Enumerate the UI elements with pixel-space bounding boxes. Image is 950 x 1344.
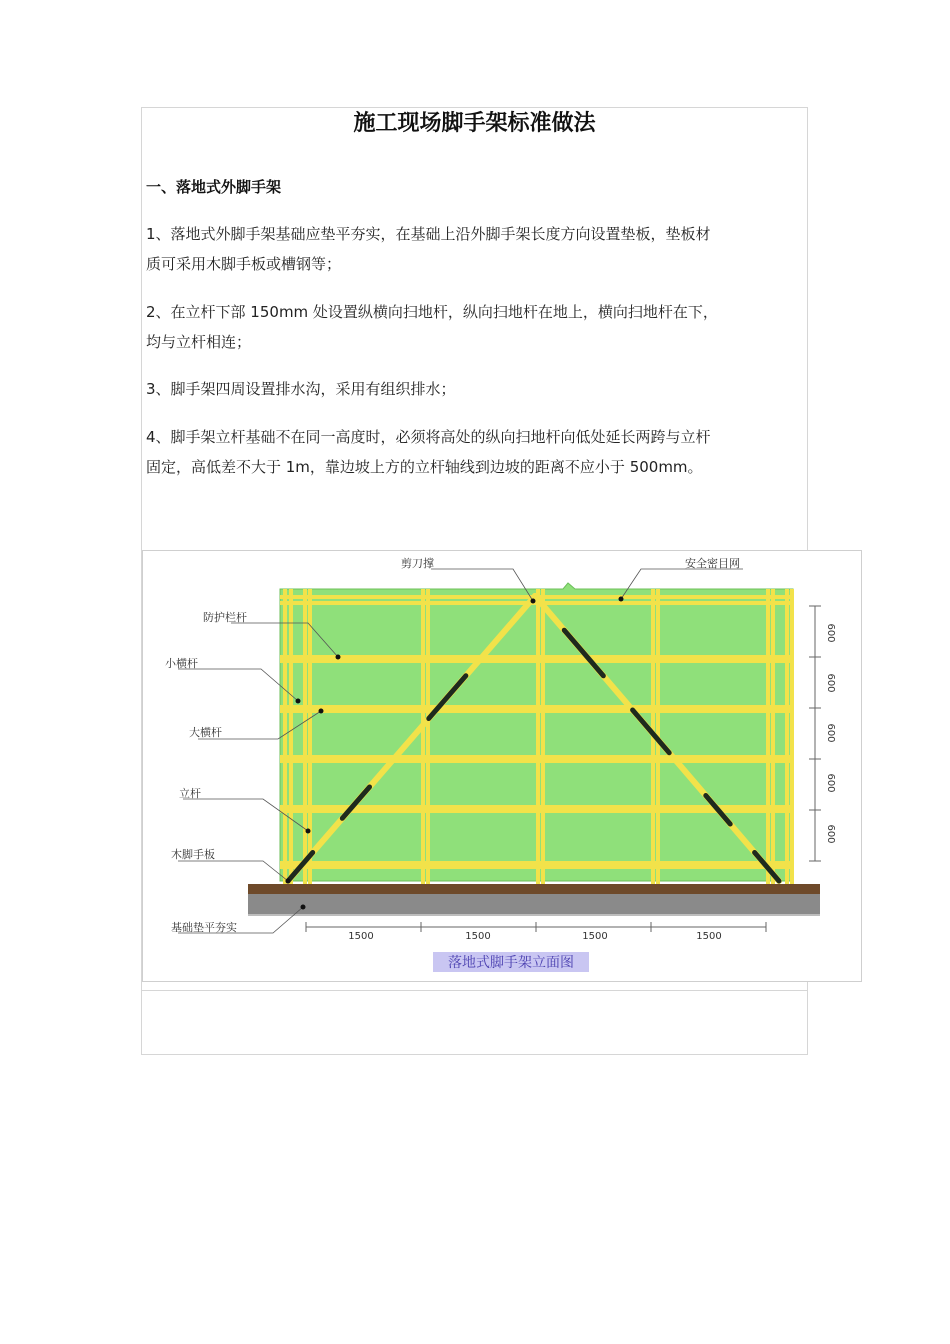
- paragraph-3-line-1: 3、脚手架四周设置排水沟，采用有组织排水；: [146, 380, 456, 398]
- brace-apex: [535, 596, 538, 601]
- standard-pole: [426, 589, 430, 884]
- label-wood-board: 木脚手板: [171, 848, 215, 861]
- paragraph-2-line-2: 均与立杆相连；: [146, 333, 252, 351]
- label-standard-pole: 立杆: [179, 787, 201, 800]
- ground-shadow: [248, 914, 820, 916]
- standard-pole: [283, 589, 287, 884]
- standard-pole: [541, 589, 545, 884]
- horizontal-span-3: 1500: [582, 931, 608, 942]
- label-small-crossbar: 小横杆: [165, 657, 198, 670]
- standard-pole: [421, 589, 425, 884]
- standard-pole: [303, 589, 307, 884]
- label-large-crossbar: 大横杆: [189, 726, 222, 739]
- paragraph-3: [146, 374, 808, 404]
- standard-pole: [790, 589, 794, 884]
- paragraph-1: [146, 219, 808, 279]
- paragraph-2: [146, 297, 808, 357]
- horizontal-span-4: 1500: [696, 931, 722, 942]
- vertical-span-3: 600: [825, 723, 836, 743]
- wood-board: [248, 884, 820, 894]
- vertical-span-5: 600: [825, 824, 836, 844]
- vertical-span-1: 600: [825, 623, 836, 643]
- label-guard-rail: 防护栏杆: [203, 611, 247, 624]
- paragraph-1-line-1: 1、落地式外脚手架基础应垫平夯实，在基础上沿外脚手架长度方向设置垫板，垫板材: [146, 225, 711, 243]
- page-title: 施工现场脚手架标准做法: [353, 110, 596, 136]
- vertical-dimension: [809, 606, 821, 861]
- label-scissor-brace: 剪刀撑: [401, 557, 434, 570]
- scaffold-elevation-figure: [142, 550, 862, 982]
- standard-pole: [771, 589, 775, 884]
- horizontal-span-2: 1500: [465, 931, 491, 942]
- label-safety-net: 安全密目网: [685, 557, 740, 570]
- figure-caption: 落地式脚手架立面图: [448, 955, 574, 971]
- standard-pole: [536, 589, 540, 884]
- standard-pole: [308, 589, 312, 884]
- vertical-span-2: 600: [825, 673, 836, 693]
- paragraph-1-line-2: 质可采用木脚手板或槽钢等；: [146, 255, 342, 273]
- label-foundation: 基础垫平夯实: [171, 921, 237, 934]
- paragraph-4-line-1: 4、脚手架立杆基础不在同一高度时，必须将高处的纵向扫地杆向低处延长两跨与立杆: [146, 428, 711, 446]
- paragraph-4: [146, 422, 808, 482]
- paragraph-4-line-2: 固定，高低差不大于 1m，靠边坡上方的立杆轴线到边坡的距离不应小于 500mm。: [146, 458, 703, 476]
- vertical-span-4: 600: [825, 773, 836, 793]
- section-heading: 一、落地式外脚手架: [146, 178, 282, 196]
- standard-pole: [766, 589, 770, 884]
- frame-divider: [141, 990, 808, 991]
- standard-pole: [785, 589, 789, 884]
- horizontal-span-1: 1500: [348, 931, 374, 942]
- foundation-ground: [248, 894, 820, 914]
- standard-pole: [289, 589, 293, 884]
- scaffold-diagram: [143, 551, 861, 981]
- paragraph-2-line-1: 2、在立杆下部 150mm 处设置纵横向扫地杆，纵向扫地杆在地上，横向扫地杆在下，: [146, 303, 718, 321]
